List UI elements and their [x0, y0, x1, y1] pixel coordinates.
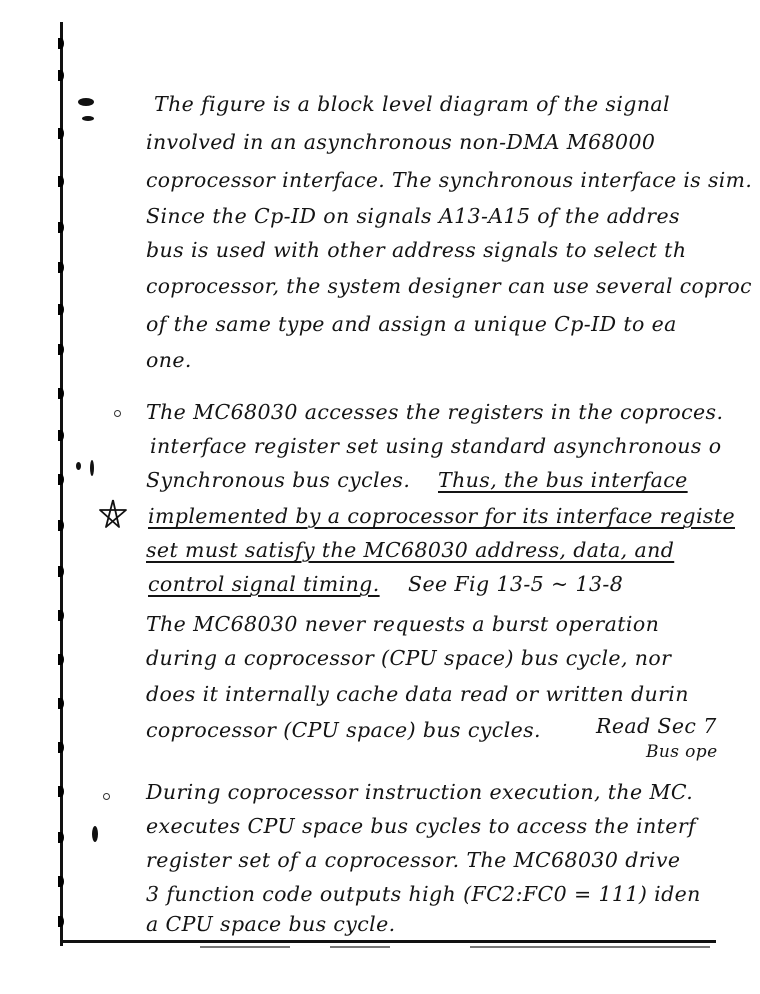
- binding-notch: [58, 876, 64, 887]
- margin-note: Bus ope: [646, 742, 718, 762]
- underlined-text: implemented by a coprocessor for its interface registe: [148, 504, 735, 528]
- text-line: During coprocessor instruction execution, the MC.: [146, 780, 694, 804]
- text-line: of the same type and assign a unique Cp-ID to ea: [146, 312, 677, 336]
- underlined-text: Thus, the bus interface: [438, 468, 688, 492]
- binding-notch: [58, 430, 64, 441]
- margin-mark: [78, 98, 94, 106]
- binding-notch: [58, 916, 64, 927]
- text-line: one.: [146, 348, 192, 372]
- page-bottom-edge: [62, 940, 716, 943]
- bleed-through-mark: [200, 946, 290, 948]
- text-line: Synchronous bus cycles.: [146, 468, 411, 492]
- text-line: does it internally cache data read or written durin: [146, 682, 689, 706]
- binding-notch: [58, 388, 64, 399]
- text-line: The MC68030 accesses the registers in the coproces.: [146, 400, 724, 424]
- binding-notch: [58, 832, 64, 843]
- binding-notch: [58, 344, 64, 355]
- text-line: executes CPU space bus cycles to access the interf: [146, 814, 697, 838]
- binding-notch: [58, 38, 64, 49]
- binding-notch: [58, 128, 64, 139]
- binding-notch: [58, 176, 64, 187]
- bullet-marker: [114, 410, 121, 417]
- star-icon: [98, 498, 128, 530]
- underlined-text: set must satisfy the MC68030 address, data, and: [146, 538, 675, 562]
- margin-note: Read Sec 7: [596, 714, 717, 738]
- binding-notch: [58, 304, 64, 315]
- binding-notch: [58, 262, 64, 273]
- binding-notch: [58, 786, 64, 797]
- binding-notch: [58, 654, 64, 665]
- margin-mark: [90, 460, 94, 476]
- binding-notch: [58, 474, 64, 485]
- binding-notch: [58, 70, 64, 81]
- text-line: coprocessor (CPU space) bus cycles.: [146, 718, 541, 742]
- text-line: during a coprocessor (CPU space) bus cycle, nor: [146, 646, 672, 670]
- binding-notch: [58, 698, 64, 709]
- text-line: interface register set using standard asynchronous o: [150, 434, 722, 458]
- binding-notch: [58, 742, 64, 753]
- text-line: Since the Cp-ID on signals A13-A15 of the addres: [146, 204, 680, 228]
- bleed-through-mark: [470, 946, 710, 948]
- underlined-text: control signal timing.: [148, 572, 380, 596]
- binding-notch: [58, 520, 64, 531]
- text-line: See Fig 13-5 ~ 13-8: [408, 572, 624, 596]
- bullet-marker: [103, 793, 110, 800]
- text-line: involved in an asynchronous non-DMA M68000: [146, 130, 656, 154]
- margin-mark: [92, 826, 98, 842]
- text-line: register set of a coprocessor. The MC68030 drive: [146, 848, 681, 872]
- text-line: coprocessor interface. The synchronous interface is sim.: [146, 168, 753, 192]
- margin-mark: [76, 462, 81, 470]
- binding-notch: [58, 222, 64, 233]
- text-line: 3 function code outputs high (FC2:FC0 = 111) iden: [146, 882, 701, 906]
- text-line: The MC68030 never requests a burst operation: [146, 612, 660, 636]
- binding-notch: [58, 610, 64, 621]
- margin-mark: [82, 116, 94, 121]
- text-line: a CPU space bus cycle.: [146, 912, 396, 936]
- bleed-through-mark: [330, 946, 390, 948]
- text-line: bus is used with other address signals to select th: [146, 238, 687, 262]
- text-line: The figure is a block level diagram of the signal: [154, 92, 671, 116]
- binding-notch: [58, 566, 64, 577]
- text-line: coprocessor, the system designer can use several coproc: [146, 274, 752, 298]
